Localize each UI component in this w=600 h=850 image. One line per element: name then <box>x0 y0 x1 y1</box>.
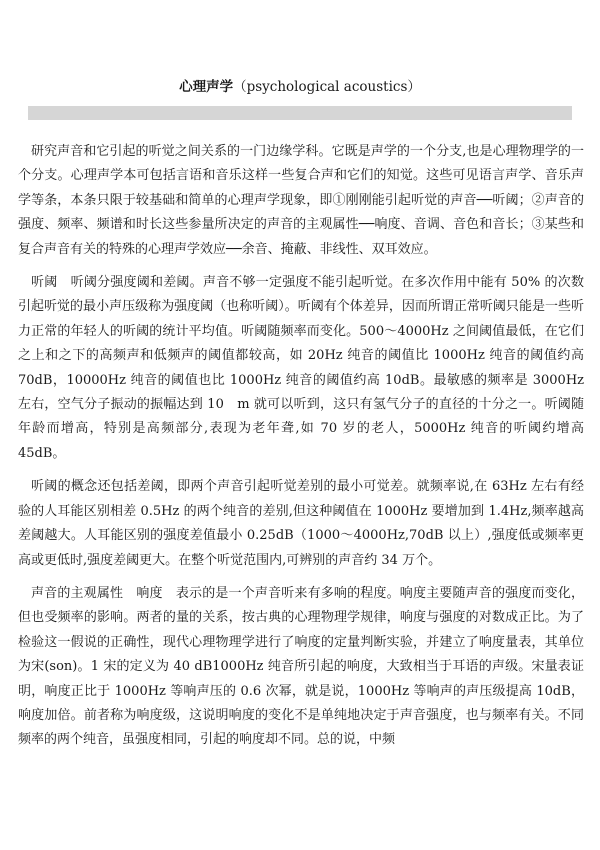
page-title <box>0 78 600 96</box>
title-chinese: 心理声学 <box>179 79 234 95</box>
paragraph-loudness: 声音的主观属性 响度 表示的是一个声音听来有多响的程度。响度主要随声音的强度而变化，但也受频率的影响。两者的量的关系，按古典的心理物理学规律，响度与强度的对数成正比。为了检验这一假说的正确性，现代心理物理学进行了响度的定量判断实验，并建立了响度量表，其单位为宋(son)。1 宋的定义为 40 dB1000Hz 纯音所引起的响度，大致相当于耳语的声级。宋量表证明，响度正比于 1000Hz 等响声压的 0.6 次幂，就是说，1000Hz 等响声的声压级提高 10dB，响度加倍。前者称为响度级，这说明响度的变化不是单纯地决定于声音强度，也与频率有关。不同频率的两个纯音，虽强度相同，引起的响度却不同。总的说，中频 <box>18 585 584 748</box>
document-body <box>18 140 584 762</box>
paragraph-hearing-threshold: 听阈 听阈分强度阈和差阈。声音不够一定强度不能引起听觉。在多次作用中能有 50% 的次数引起听觉的最小声压级称为强度阈（也称听阈）。听阈有个体差异，因而所谓正常听阈只能是一些听力正常的年轻人的听阈的统计平均值。听阈随频率而变化。500～4000Hz 之间阈值最低，在它们之上和之下的高频声和低频声的阈值都较高，如 20Hz 纯音的阈值比 1000Hz 纯音的阈值约高 70dB，10000Hz 纯音的阈值也比 1000Hz 纯音的阈值约高 10dB。最敏感的频率是 3000Hz 左右，空气分子振动的振幅达到 10 m 就可以听到，这只有氢气分子的直径的十分之一。听阈随年龄而增高，特别是高频部分,表现为老年聋,如 70 岁的老人，5000Hz 纯音的听阈约增高 45dB。 <box>18 275 584 461</box>
title-divider-bar <box>28 106 572 120</box>
paragraph-difference-threshold: 听阈的概念还包括差阈，即两个声音引起听觉差别的最小可觉差。就频率说,在 63Hz 左右有经验的人耳能区别相差 0.5Hz 的两个纯音的差别,但这种阈值在 1000Hz 要增加到 1.4Hz,频率越高差阈越大。人耳能区别的强度差值最小 0.25dB（1000～4000Hz,70dB 以上）,强度低或频率更高或更低时,强度差阈更大。在整个听觉范围内,可辨别的声音约 34 万个。 <box>18 479 584 568</box>
title-english: （psychological acoustics） <box>233 79 421 95</box>
paragraph-intro: 研究声音和它引起的听觉之间关系的一门边缘学科。它既是声学的一个分支,也是心理物理学的一个分支。心理声学本可包括言语和音乐这样一些复合声和它们的知觉。这些可见语言声学、音乐声学等条，本条只限于较基础和简单的心理声学现象，即①刚刚能引起听觉的声音──听阈；②声音的强度、频率、频谱和时长这些参量所决定的声音的主观属性──响度、音调、音色和音长；③某些和复合声音有关的特殊的心理声学效应──余音、掩蔽、非线性、双耳效应。 <box>18 144 584 257</box>
